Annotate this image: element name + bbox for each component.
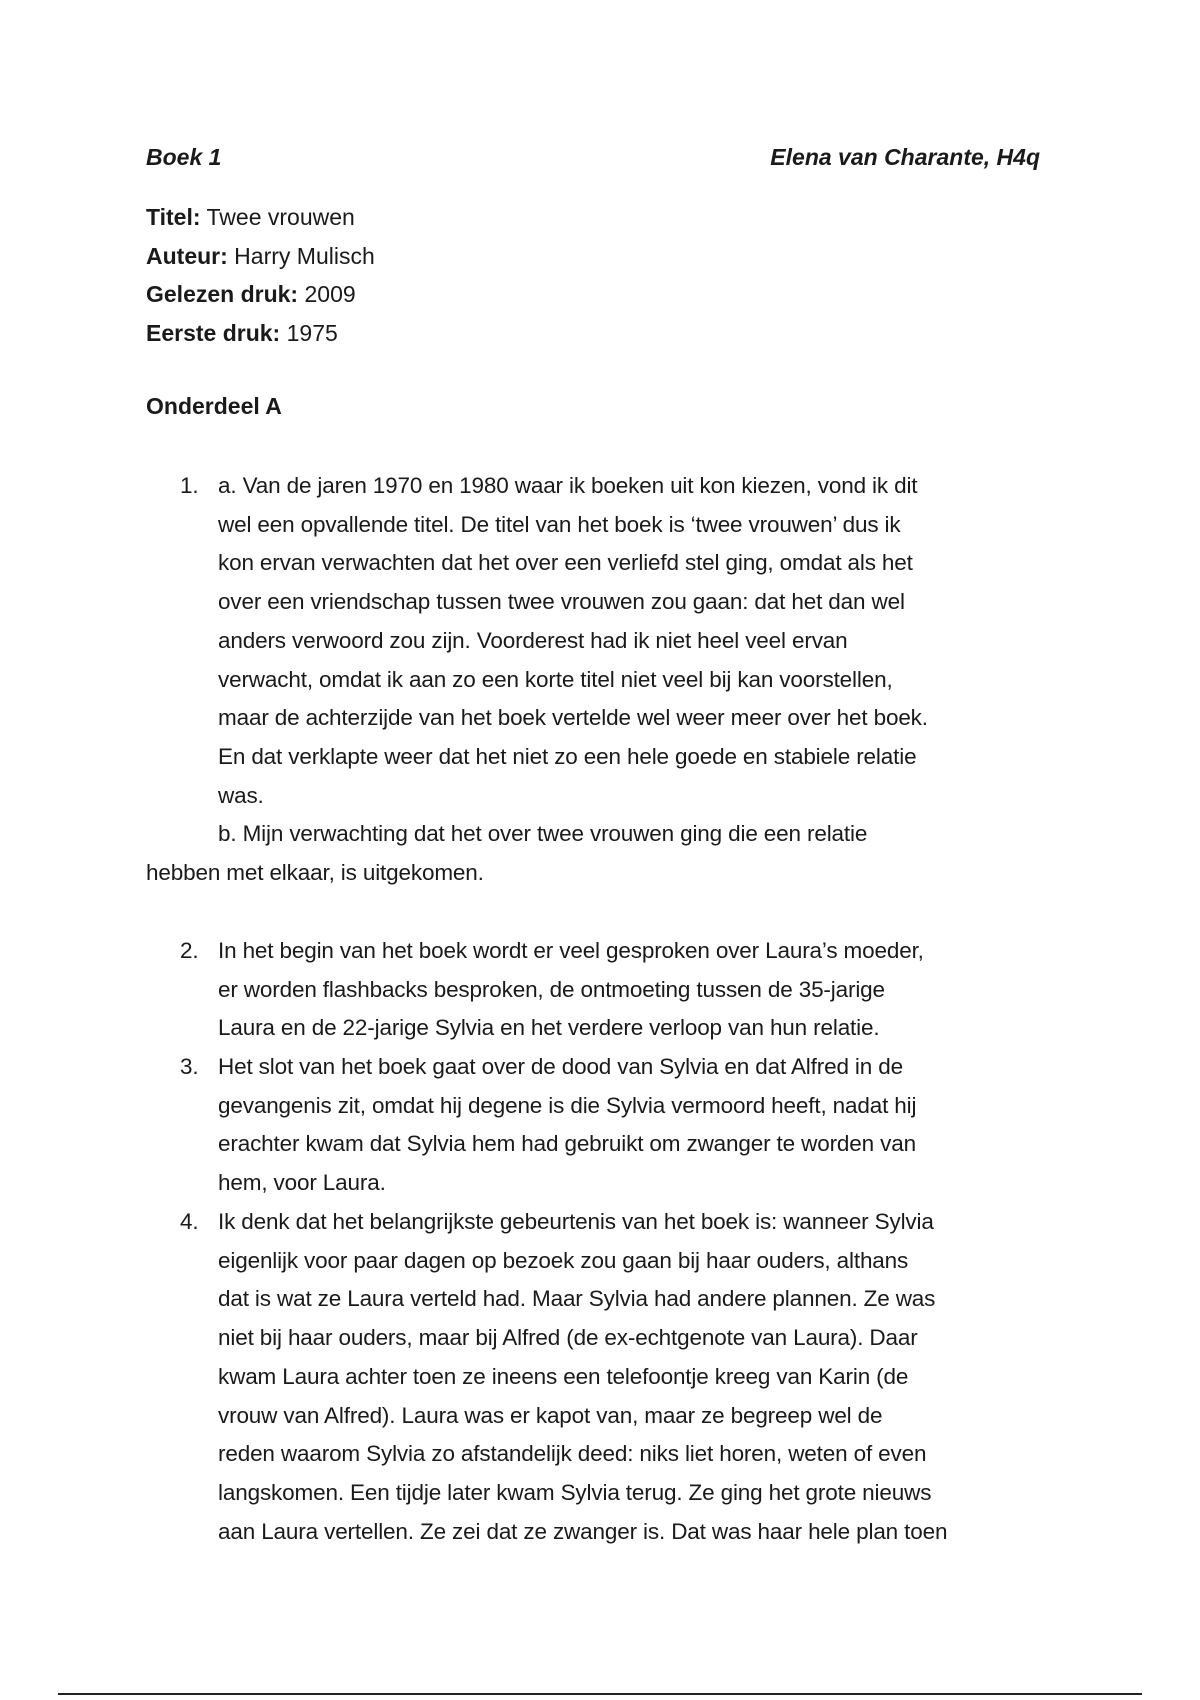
text-line: er worden flashbacks besproken, de ontmoeting tussen de 35-jarige [218, 976, 885, 1002]
text-line: hebben met elkaar, is uitgekomen. [146, 859, 484, 885]
meta-author-value: Harry Mulisch [227, 242, 375, 269]
text-line: In het begin van het boek wordt er veel gesproken over Laura’s moeder, [218, 938, 924, 963]
meta-read-edition [146, 275, 375, 314]
meta-first-edition-value: 1975 [280, 319, 338, 346]
text-line: verwacht, omdat ik aan zo een korte titel niet veel bij kan voorstellen, [218, 666, 893, 692]
page-header [146, 144, 1040, 174]
text-line: b. Mijn verwachting dat het over twee vrouwen ging die een relatie [218, 821, 868, 846]
text-line: was. [218, 782, 264, 808]
question-3-answer [218, 1048, 1078, 1203]
question-number: 4. [180, 1209, 199, 1234]
text-line: wel een opvallende titel. De titel van het boek is ‘twee vrouwen’ dus ik [218, 511, 901, 537]
text-line: maar de achterzijde van het boek vertelde wel weer meer over het boek. [218, 705, 928, 731]
text-line: langskomen. Een tijdje later kwam Sylvia terug. Ze ging het grote nieuws [218, 1479, 932, 1505]
meta-first-edition-label: Eerste druk: [146, 319, 281, 346]
question-2-answer [218, 932, 1078, 1048]
meta-read-edition-label: Gelezen druk: [146, 281, 299, 307]
text-line: gevangenis zit, omdat hij degene is die Sylvia vermoord heeft, nadat hij [218, 1092, 917, 1118]
question-number: 3. [180, 1054, 199, 1079]
text-line: kwam Laura achter toen ze ineens een telefoontje kreeg van Karin (de [218, 1363, 909, 1389]
meta-title [146, 198, 375, 237]
text-line: kon ervan verwachten dat het over een verliefd stel ging, omdat als het [218, 550, 913, 576]
question-4-answer [218, 1203, 1078, 1551]
text-line: anders verwoord zou zijn. Voorderest had ik niet heel veel ervan [218, 627, 848, 653]
text-line: Het slot van het boek gaat over de dood van Sylvia en dat Alfred in de [218, 1054, 903, 1079]
text-line: hem, voor Laura. [218, 1170, 386, 1196]
text-line: dat is wat ze Laura verteld had. Maar Sylvia had andere plannen. Ze was [218, 1286, 936, 1312]
section-title: Onderdeel A [146, 393, 282, 419]
meta-title-value: Twee vrouwen [200, 204, 355, 230]
text-line: reden waarom Sylvia zo afstandelijk deed: niks liet horen, weten of even [218, 1441, 927, 1467]
text-line: niet bij haar ouders, maar bij Alfred (de ex-echtgenote van Laura). Daar [218, 1325, 918, 1351]
text-line: Laura en de 22-jarige Sylvia en het verdere verloop van hun relatie. [218, 1015, 880, 1041]
book-metadata [146, 198, 375, 352]
question-1-answer-a [218, 467, 1078, 815]
page-bottom-rule [58, 1693, 1142, 1695]
text-line: En dat verklapte weer dat het niet zo een hele goede en stabiele relatie [218, 743, 917, 769]
question-1-answer-b [146, 815, 1046, 892]
meta-title-label: Titel: [146, 204, 201, 230]
text-line: eigenlijk voor paar dagen op bezoek zou gaan bij haar ouders, althans [218, 1247, 909, 1273]
question-number: 2. [180, 938, 199, 963]
student-name-class: Elena van Charante, H4q [770, 144, 1040, 170]
text-line: a. Van de jaren 1970 en 1980 waar ik boeken uit kon kiezen, vond ik dit [218, 473, 918, 498]
text-line: Ik denk dat het belangrijkste gebeurtenis van het boek is: wanneer Sylvia [218, 1209, 934, 1234]
question-number: 1. [180, 473, 199, 498]
meta-author [146, 237, 375, 276]
text-line: over een vriendschap tussen twee vrouwen zou gaan: dat het dan wel [218, 589, 905, 615]
text-line: erachter kwam dat Sylvia hem had gebruikt om zwanger te worden van [218, 1131, 916, 1157]
book-number: Boek 1 [146, 144, 222, 170]
text-line: aan Laura vertellen. Ze zei dat ze zwanger is. Dat was haar hele plan toen [218, 1518, 948, 1544]
text-line: vrouw van Alfred). Laura was er kapot van, maar ze begreep wel de [218, 1402, 883, 1428]
meta-author-label: Auteur: [146, 242, 228, 269]
meta-read-edition-value: 2009 [298, 281, 356, 307]
meta-first-edition [146, 314, 375, 353]
